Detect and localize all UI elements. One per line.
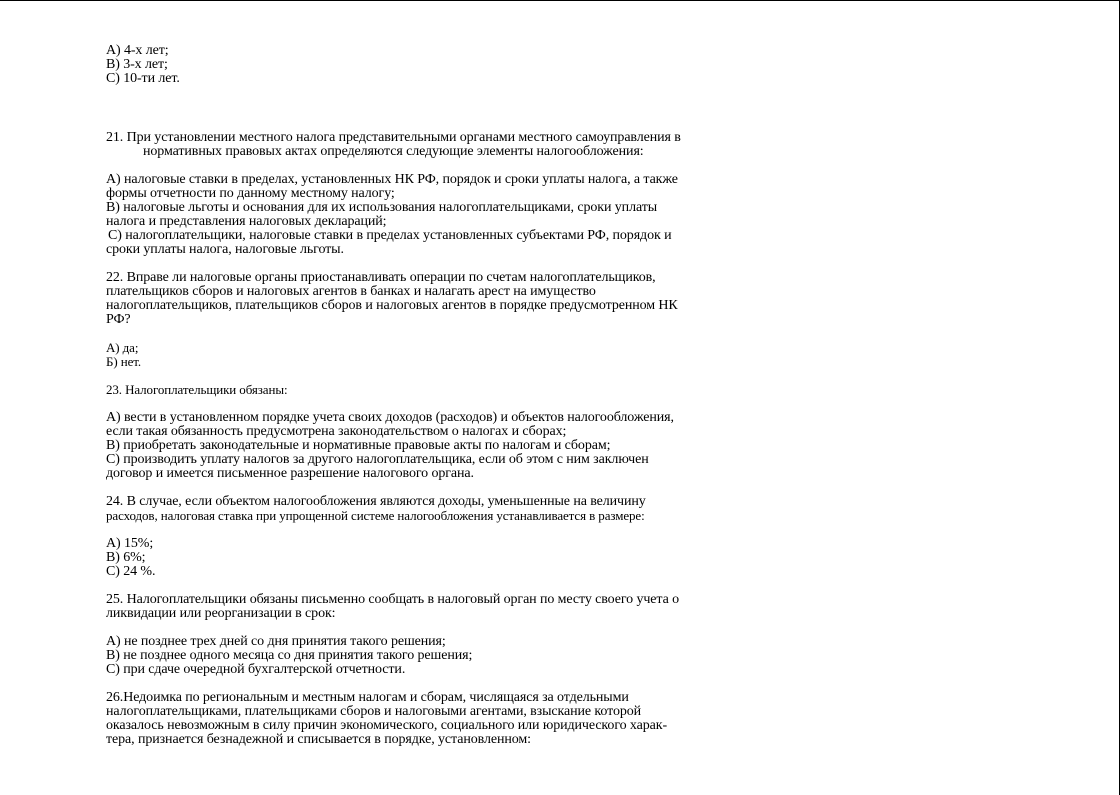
- question-24: [106, 495, 756, 579]
- q24-option-c: C) 24 %.: [106, 564, 156, 579]
- q26-question-line-1: 26.Недоимка по региональным и местным налогам и сборам, числящаяся за отдельными: [106, 690, 629, 705]
- q20-options: [106, 44, 756, 86]
- q21-option-c-line-1: C) налогоплательщики, налоговые ставки в пределах установленных субъектами РФ, порядок и: [108, 228, 672, 243]
- question-26: [106, 691, 756, 747]
- q21-option-c-line-2: сроки уплаты налога, налоговые льготы.: [106, 242, 344, 257]
- q22-question-line-4: РФ?: [106, 312, 131, 327]
- q23-option-a-line-1: A) вести в установленном порядке учета своих доходов (расходов) и объектов налогообложения,: [106, 410, 674, 425]
- question-23: [106, 383, 756, 481]
- q25-option-a: A) не позднее трех дней со дня принятия такого решения;: [106, 634, 446, 649]
- question-21: [106, 131, 756, 257]
- q22-option-a: А) да;: [106, 340, 139, 355]
- q22-question-line-1: 22. Вправе ли налоговые органы приостанавливать операции по счетам налогоплательщиков,: [106, 270, 656, 285]
- q23-option-a-line-2: если такая обязанность предусмотрена законодательством о налогах и сборах;: [106, 424, 567, 439]
- q20-option-a: A) 4-х лет;: [106, 43, 169, 58]
- q26-question-line-4: тера, признается безнадежной и списывается в порядке, установленном:: [106, 732, 531, 747]
- q25-question-line-2: ликвидации или реорганизации в срок:: [106, 606, 336, 621]
- q22-question-line-3: налогоплательщиков, плательщиков сборов и налоговых агентов в порядке предусмотренном НК: [106, 298, 678, 313]
- spacer: [106, 86, 756, 131]
- q24-option-b: B) 6%;: [106, 550, 146, 565]
- q23-question: 23. Налогоплательщики обязаны:: [106, 382, 288, 397]
- q24-option-a: A) 15%;: [106, 536, 154, 551]
- q20-option-b: B) 3-х лет;: [106, 57, 168, 72]
- q21-option-a-line-2: формы отчетности по данному местному налогу;: [106, 186, 395, 201]
- q25-question-line-1: 25. Налогоплательщики обязаны письменно сообщать в налоговый орган по месту своего учета о: [106, 592, 679, 607]
- q21-question-line-2: нормативных правовых актах определяются следующие элементы налогообложения:: [143, 144, 644, 159]
- q20-option-c: C) 10-ти лет.: [106, 71, 180, 86]
- q21-option-a-line-1: A) налоговые ставки в пределах, установленных НК РФ, порядок и сроки уплаты налога, а также: [106, 172, 678, 187]
- q26-question-line-2: налогоплательщиками, плательщиками сборов и налоговыми агентами, взыскание которой: [106, 704, 642, 719]
- q22-question-line-2: плательщиков сборов и налоговых агентов в банках и налагать арест на имущество: [106, 284, 596, 299]
- q21-option-b-line-2: налога и представления налоговых деклараций;: [106, 214, 387, 229]
- q24-question-line-2: расходов, налоговая ставка при упрощенной системе налогообложения устанавливается в размере:: [106, 508, 645, 523]
- q26-question-line-3: оказалось невозможным в силу причин экономического, социального или юридического харак-: [106, 718, 668, 733]
- q23-option-c-line-2: договор и имеется письменное разрешение налогового органа.: [106, 466, 474, 481]
- document-page: [106, 44, 756, 747]
- q23-option-b: B) приобретать законодательные и нормативные правовые акты по налогам и сборам;: [106, 438, 611, 453]
- q25-option-b: B) не позднее одного месяца со дня принятия такого решения;: [106, 648, 473, 663]
- q23-option-c-line-1: C) производить уплату налогов за другого налогоплательщика, если об этом с ним заключен: [106, 452, 649, 467]
- q25-option-c: C) при сдаче очередной бухгалтерской отчетности.: [106, 662, 406, 677]
- q21-option-b-line-1: B) налоговые льготы и основания для их использования налогоплательщиками, сроки уплаты: [106, 200, 658, 215]
- page-top-border: [0, 0, 1120, 1]
- q24-question-line-1: 24. В случае, если объектом налогообложения являются доходы, уменьшенные на величину: [106, 494, 646, 509]
- question-25: [106, 593, 756, 677]
- q21-question-line-1: 21. При установлении местного налога представительными органами местного самоуправления в: [106, 130, 681, 145]
- q22-option-b: Б) нет.: [106, 354, 142, 369]
- question-22: [106, 271, 756, 369]
